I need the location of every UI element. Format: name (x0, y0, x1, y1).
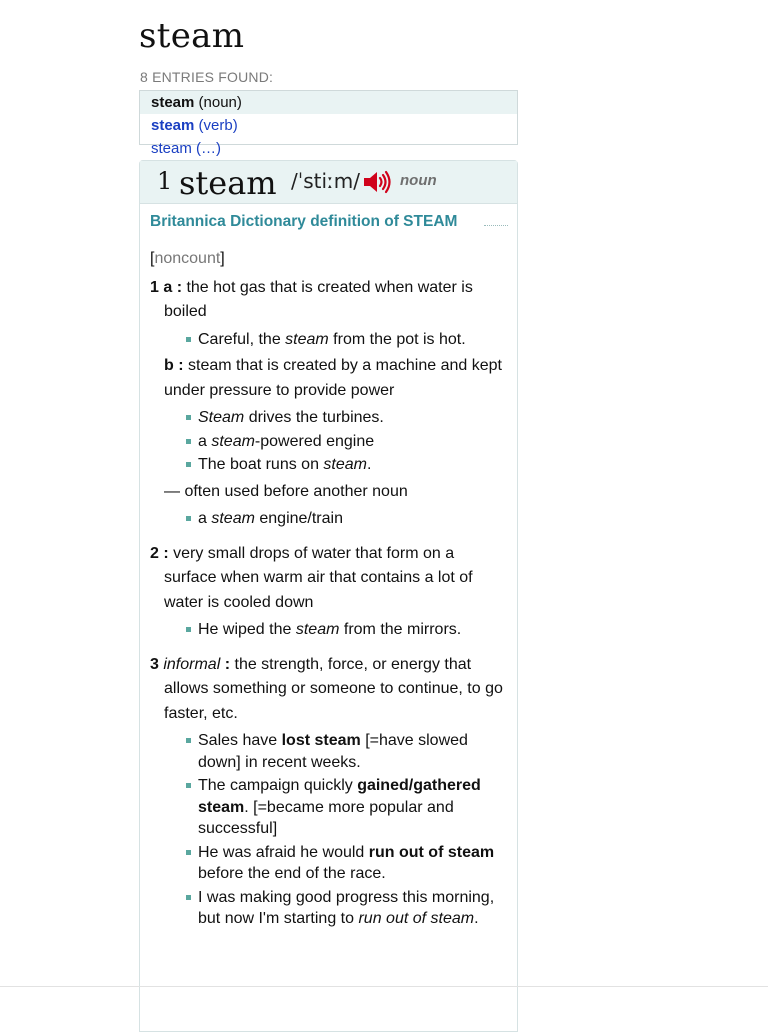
entry-headword: steam (179, 164, 277, 202)
entry-pos: (noun) (198, 94, 242, 111)
entry-item-steam-verb[interactable] (140, 114, 517, 137)
entry-item-steam-noun[interactable] (140, 91, 517, 114)
definition-card (139, 160, 518, 1032)
sense-3: 3 informal : the strength, force, or energy that allows something or someone to continue, to go faster, etc. (150, 655, 503, 722)
entry-word: steam (151, 94, 195, 111)
entry-item-partial[interactable] (140, 137, 517, 160)
part-of-speech: noun (400, 172, 437, 189)
speaker-icon[interactable] (362, 169, 392, 195)
entries-list (139, 90, 518, 157)
example-list (150, 329, 510, 351)
entry-pos: (verb) (198, 117, 238, 134)
entry-number: 1 (157, 167, 173, 195)
entries-found-label: 8 ENTRIES FOUND: (140, 69, 274, 85)
usage-note: — often used before another noun (164, 482, 408, 500)
example-list (150, 407, 510, 476)
entry-pos: (…) (196, 140, 222, 157)
example-item: The boat runs on steam. (186, 454, 510, 476)
example-item: The campaign quickly gained/gathered steam. [=became more popular and successful] (186, 775, 510, 840)
entry-header (140, 161, 517, 204)
example-item: a steam engine/train (186, 508, 510, 530)
entry-word: steam (151, 117, 195, 134)
sense-1a: 1 a : the hot gas that is created when water is boiled (150, 278, 473, 320)
britannica-definition-heading: Britannica Dictionary definition of STEAM (150, 213, 458, 230)
sense-1b: b : steam that is created by a machine and kept under pressure to provide power (164, 357, 502, 399)
definition-body (150, 247, 510, 934)
example-item: He wiped the steam from the mirrors. (186, 619, 510, 641)
example-item: Steam drives the turbines. (186, 407, 510, 429)
entry-word: steam (151, 140, 192, 157)
example-list (150, 508, 510, 530)
example-item: I was making good progress this morning, but now I'm starting to run out of steam. (186, 887, 510, 930)
example-item: a steam-powered engine (186, 431, 510, 453)
example-list (150, 730, 510, 930)
pronunciation: /ˈstiːm/ (291, 169, 361, 193)
dotted-divider (484, 225, 508, 226)
sense-2: 2 : very small drops of water that form on a surface when warm air that contains a lot of water is cooled down (150, 544, 473, 611)
grammar-label: [noncount] (150, 250, 225, 267)
example-item: Sales have lost steam [=have slowed down] in recent weeks. (186, 730, 510, 773)
example-list (150, 619, 510, 641)
example-item: Careful, the steam from the pot is hot. (186, 329, 510, 351)
example-item: He was afraid he would run out of steam before the end of the race. (186, 842, 510, 885)
page-title: steam (139, 16, 245, 56)
footer-divider (0, 986, 768, 987)
